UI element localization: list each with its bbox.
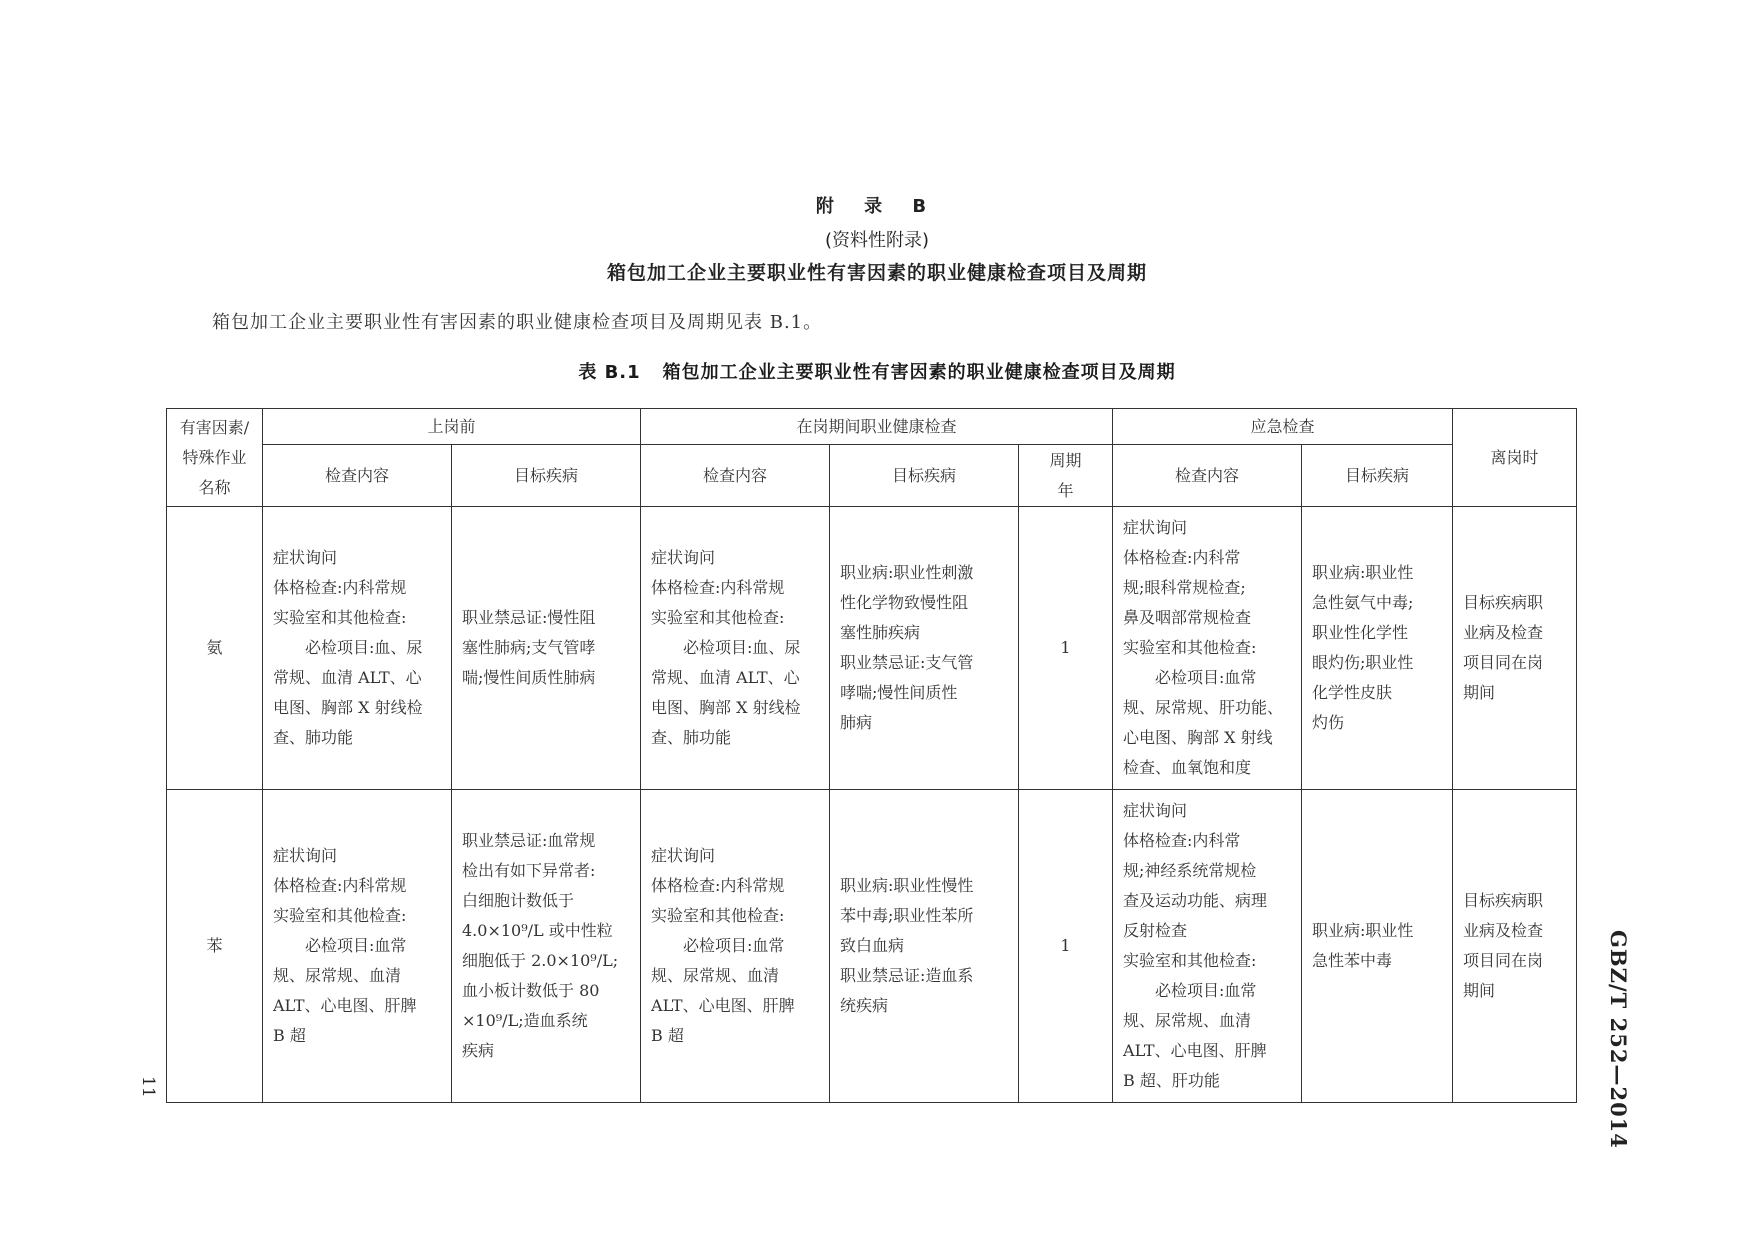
factor-cell: 氨 [167, 507, 263, 790]
exam-table [166, 408, 1577, 1103]
on-content-cell: 症状询问 体格检查:内科常规 实验室和其他检查: 必检项目:血、尿 常规、血清 ALT、心 电图、胸部 X 射线检 查、肺功能 [641, 507, 830, 790]
header-target-disease: 目标疾病 [452, 445, 641, 507]
header-target-disease: 目标疾病 [1302, 445, 1453, 507]
emergency-target-cell: 职业病:职业性 急性苯中毒 [1302, 790, 1453, 1103]
leave-cell: 目标疾病职 业病及检查 项目同在岗 期间 [1453, 507, 1577, 790]
leave-cell: 目标疾病职 业病及检查 项目同在岗 期间 [1453, 790, 1577, 1103]
header-on-job: 在岗期间职业健康检查 [641, 409, 1113, 445]
table-caption [0, 358, 1754, 384]
header-target-disease: 目标疾病 [830, 445, 1019, 507]
header-exam-content: 检查内容 [1113, 445, 1302, 507]
document-code: GBZ/T 252—2014 [1606, 930, 1631, 1149]
on-target-cell: 职业病:职业性刺激 性化学物致慢性阻 塞性肺疾病 职业禁忌证:支气管 哮喘;慢性间质性 肺病 [830, 507, 1019, 790]
header-pre-job: 上岗前 [263, 409, 641, 445]
header-exam-content: 检查内容 [641, 445, 830, 507]
appendix-title: 箱包加工企业主要职业性有害因素的职业健康检查项目及周期 [606, 262, 1147, 284]
header-exam-content: 检查内容 [263, 445, 452, 507]
on-target-cell: 职业病:职业性慢性 苯中毒;职业性苯所 致白血病 职业禁忌证:造血系 统疾病 [830, 790, 1019, 1103]
header-period: 周期 年 [1019, 445, 1113, 507]
intro-paragraph: 箱包加工企业主要职业性有害因素的职业健康检查项目及周期见表 B.1。 [212, 312, 823, 333]
table-row [167, 790, 1577, 1103]
table-row [167, 507, 1577, 790]
appendix-type: (资料性附录) [824, 230, 930, 251]
pre-target-cell: 职业禁忌证:血常规 检出有如下异常者: 白细胞计数低于 4.0×10⁹/L 或中性粒 细胞低于 2.0×10⁹/L; 血小板计数低于 80 ×10⁹/L;造血系统 疾病 [452, 790, 641, 1103]
appendix-label: 附 录 B [815, 196, 939, 217]
factor-cell: 苯 [167, 790, 263, 1103]
table-title: 箱包加工企业主要职业性有害因素的职业健康检查项目及周期 [662, 362, 1176, 383]
pre-content-cell: 症状询问 体格检查:内科常规 实验室和其他检查: 必检项目:血、尿 常规、血清 ALT、心 电图、胸部 X 射线检 查、肺功能 [263, 507, 452, 790]
emergency-content-cell: 症状询问 体格检查:内科常 规;眼科常规检查; 鼻及咽部常规检查 实验室和其他检查: 必检项目:血常 规、尿常规、肝功能、 心电图、胸部 X 射线 检查、血氧饱和度 [1113, 507, 1302, 790]
emergency-content-cell: 症状询问 体格检查:内科常 规;神经系统常规检 查及运动功能、病理 反射检查 实验室和其他检查: 必检项目:血常 规、尿常规、血清 ALT、心电图、肝脾 B 超、肝功能 [1113, 790, 1302, 1103]
pre-target-cell: 职业禁忌证:慢性阻 塞性肺病;支气管哮 喘;慢性间质性肺病 [452, 507, 641, 790]
period-cell: 1 [1019, 790, 1113, 1103]
emergency-target-cell: 职业病:职业性 急性氨气中毒; 职业性化学性 眼灼伤;职业性 化学性皮肤 灼伤 [1302, 507, 1453, 790]
on-content-cell: 症状询问 体格检查:内科常规 实验室和其他检查: 必检项目:血常 规、尿常规、血清 ALT、心电图、肝脾 B 超 [641, 790, 830, 1103]
header-emergency: 应急检查 [1113, 409, 1453, 445]
header-factor: 有害因素/ 特殊作业 名称 [167, 409, 263, 507]
header-leave: 离岗时 [1453, 409, 1577, 507]
period-cell: 1 [1019, 507, 1113, 790]
table-number: 表 B.1 [578, 362, 641, 383]
pre-content-cell: 症状询问 体格检查:内科常规 实验室和其他检查: 必检项目:血常 规、尿常规、血清 ALT、心电图、肝脾 B 超 [263, 790, 452, 1103]
page-number: 11 [138, 1076, 158, 1098]
